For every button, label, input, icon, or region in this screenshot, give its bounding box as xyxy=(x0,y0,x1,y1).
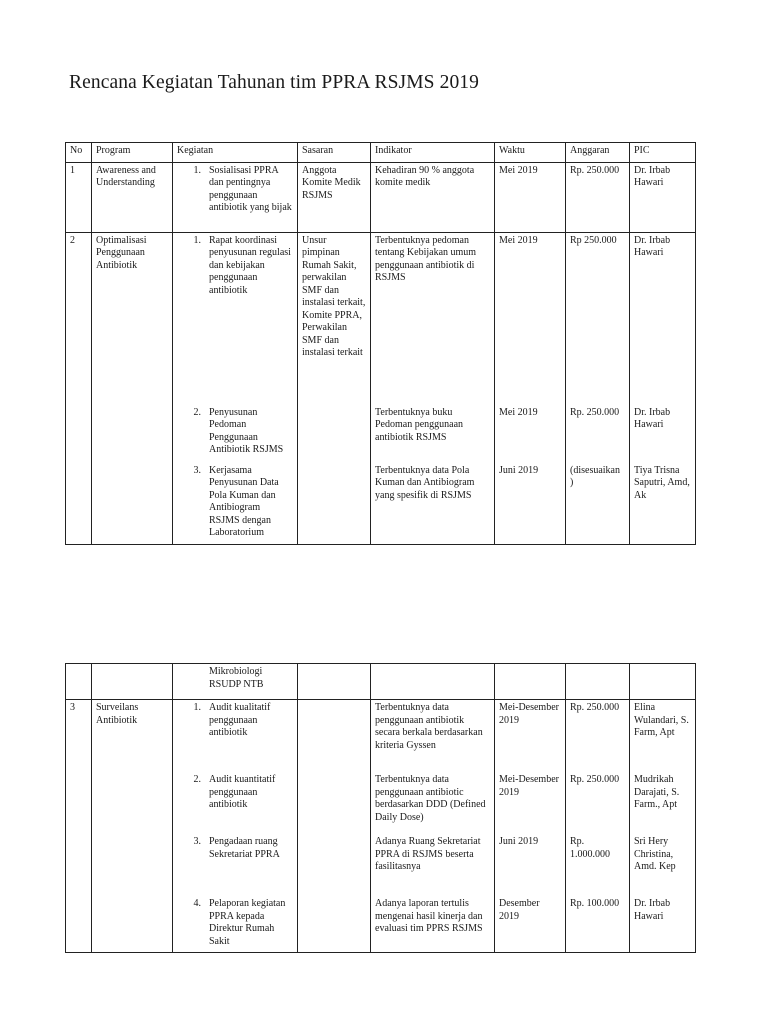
table-row xyxy=(66,162,696,232)
plan-table-page2 xyxy=(65,663,696,953)
pic-text: Dr. Irbab Hawari xyxy=(634,898,671,922)
anggaran-text: Rp. 100.000 xyxy=(570,898,620,909)
kegiatan-text: Rapat koordinasi penyusunan regulasi dan kebijakan penggunaan antibiotik xyxy=(209,234,291,296)
cell-kegiatan xyxy=(173,664,298,700)
cell-waktu xyxy=(495,664,566,700)
indikator-text: Terbentuknya pedoman tentang Kebijakan umum penggunaan antibiotik di RSJMS xyxy=(375,234,477,283)
cell-anggaran xyxy=(566,232,630,544)
cell-waktu: Mei 2019 xyxy=(495,162,566,232)
pic-text: Mudrikah Darajati, S. Farm., Apt xyxy=(634,774,680,810)
header-anggaran: Anggaran xyxy=(566,143,630,163)
kegiatan-number: 2. xyxy=(193,406,201,418)
waktu-text: Desember 2019 xyxy=(499,898,540,922)
cell-sasaran xyxy=(298,664,371,700)
header-sasaran: Sasaran xyxy=(298,143,371,163)
kegiatan-text: Pelaporan kegiatan PPRA kepada Direktur Rumah Sakit xyxy=(209,898,286,947)
kegiatan-text: Audit kualitatif penggunaan antibiotik xyxy=(209,702,271,738)
pic-text: Tiya Trisna Saputri, Amd, Ak xyxy=(634,464,690,501)
cell-anggaran xyxy=(566,700,630,953)
cell-sasaran: Anggota Komite Medik RSJMS xyxy=(298,162,371,232)
anggaran-text: Rp. 250.000 xyxy=(570,406,620,418)
cell-indikator: Kehadiran 90 % anggota komite medik xyxy=(371,162,495,232)
kegiatan-text: Audit kuantitatif penggunaan antibiotik xyxy=(209,774,276,810)
header-pic: PIC xyxy=(630,143,696,163)
pic-text: Dr. Irbab Hawari xyxy=(634,406,671,430)
header-program: Program xyxy=(92,143,173,163)
indikator-text: Terbentuknya buku Pedoman penggunaan antibiotik RSJMS xyxy=(375,406,464,443)
cell-no: 3 xyxy=(66,700,92,953)
cell-no: 2 xyxy=(66,232,92,544)
cell-program: Surveilans Antibiotik xyxy=(92,700,173,953)
waktu-text: Mei-Desember 2019 xyxy=(499,774,559,798)
table-row xyxy=(66,700,696,953)
cell-pic: Dr. Irbab Hawari xyxy=(630,162,696,232)
waktu-text: Juni 2019 xyxy=(499,836,539,847)
kegiatan-number: 3. xyxy=(193,836,201,847)
header-kegiatan: Kegiatan xyxy=(173,143,298,163)
document-title: Rencana Kegiatan Tahunan tim PPRA RSJMS 2019 xyxy=(69,72,479,93)
header-no: No xyxy=(66,143,92,163)
table-row xyxy=(66,232,696,544)
cell-indikator xyxy=(371,232,495,544)
pic-text: Sri Hery Christina, Amd. Kep xyxy=(634,836,676,872)
plan-table-page1 xyxy=(65,142,696,545)
cell-program xyxy=(92,664,173,700)
anggaran-text: (disesuaikan ) xyxy=(570,464,620,488)
anggaran-text: Rp. 250.000 xyxy=(570,774,620,785)
kegiatan-number: 2. xyxy=(193,774,201,785)
cell-no: 1 xyxy=(66,162,92,232)
pic-text: Dr. Irbab Hawari xyxy=(634,234,671,258)
indikator-text: Terbentuknya data Pola Kuman dan Antibiogram yang spesifik di RSJMS xyxy=(375,464,475,501)
header-indikator: Indikator xyxy=(371,143,495,163)
waktu-text: Juni 2019 xyxy=(499,464,539,476)
cell-program: Optimalisasi Penggunaan Antibiotik xyxy=(92,232,173,544)
cell-sasaran xyxy=(298,700,371,953)
table-row xyxy=(66,664,696,700)
cell-anggaran: Rp. 250.000 xyxy=(566,162,630,232)
cell-sasaran: Unsur pimpinan Rumah Sakit, perwakilan SMF dan instalasi terkait, Komite PPRA, Perwakilan SMF dan instalasi terkait xyxy=(298,232,371,544)
kegiatan-text: Sosialisasi PPRA dan pentingnya penggunaan antibiotik yang bijak xyxy=(209,164,292,213)
kegiatan-number: 1. xyxy=(193,234,201,246)
indikator-text: Adanya laporan tertulis mengenai hasil kinerja dan evaluasi tim PPRS RSJMS xyxy=(375,898,483,934)
kegiatan-number: 4. xyxy=(193,898,201,909)
cell-waktu xyxy=(495,232,566,544)
cell-program: Awareness and Understanding xyxy=(92,162,173,232)
cell-pic xyxy=(630,700,696,953)
cell-kegiatan xyxy=(173,232,298,544)
cell-kegiatan xyxy=(173,700,298,953)
waktu-text: Mei 2019 xyxy=(499,406,538,418)
kegiatan-number: 1. xyxy=(193,164,201,176)
kegiatan-number: 1. xyxy=(193,702,201,713)
cell-indikator xyxy=(371,700,495,953)
header-waktu: Waktu xyxy=(495,143,566,163)
indikator-text: Adanya Ruang Sekretariat PPRA di RSJMS beserta fasilitasnya xyxy=(375,836,481,872)
anggaran-text: Rp. 250.000 xyxy=(570,702,620,713)
anggaran-text: Rp. 1.000.000 xyxy=(570,836,610,860)
kegiatan-text: Penyusunan Pedoman Penggunaan Antibiotik RSJMS xyxy=(209,406,284,455)
pic-text: Elina Wulandari, S. Farm, Apt xyxy=(634,702,689,738)
cell-kegiatan xyxy=(173,162,298,232)
cell-no xyxy=(66,664,92,700)
anggaran-text: Rp 250.000 xyxy=(570,234,617,246)
indikator-text: Terbentuknya data penggunaan antibiotik secara berkala berdasarkan kriteria Gyssen xyxy=(375,702,483,751)
table-header-row xyxy=(66,143,696,163)
cell-indikator xyxy=(371,664,495,700)
cell-pic xyxy=(630,232,696,544)
waktu-text: Mei 2019 xyxy=(499,234,538,246)
waktu-text: Mei-Desember 2019 xyxy=(499,702,559,726)
cell-pic xyxy=(630,664,696,700)
kegiatan-text: Pengadaan ruang Sekretariat PPRA xyxy=(209,836,280,860)
kegiatan-text: Kerjasama Penyusunan Data Pola Kuman dan Antibiogram RSJMS dengan Laboratorium xyxy=(209,464,279,538)
cell-waktu xyxy=(495,700,566,953)
indikator-text: Terbentuknya data penggunaan antibiotic berdasarkan DDD (Defined Daily Dose) xyxy=(375,774,486,823)
kegiatan-number: 3. xyxy=(193,464,201,476)
kegiatan-continuation: Mikrobiologi RSUDP NTB xyxy=(209,666,264,690)
cell-anggaran xyxy=(566,664,630,700)
